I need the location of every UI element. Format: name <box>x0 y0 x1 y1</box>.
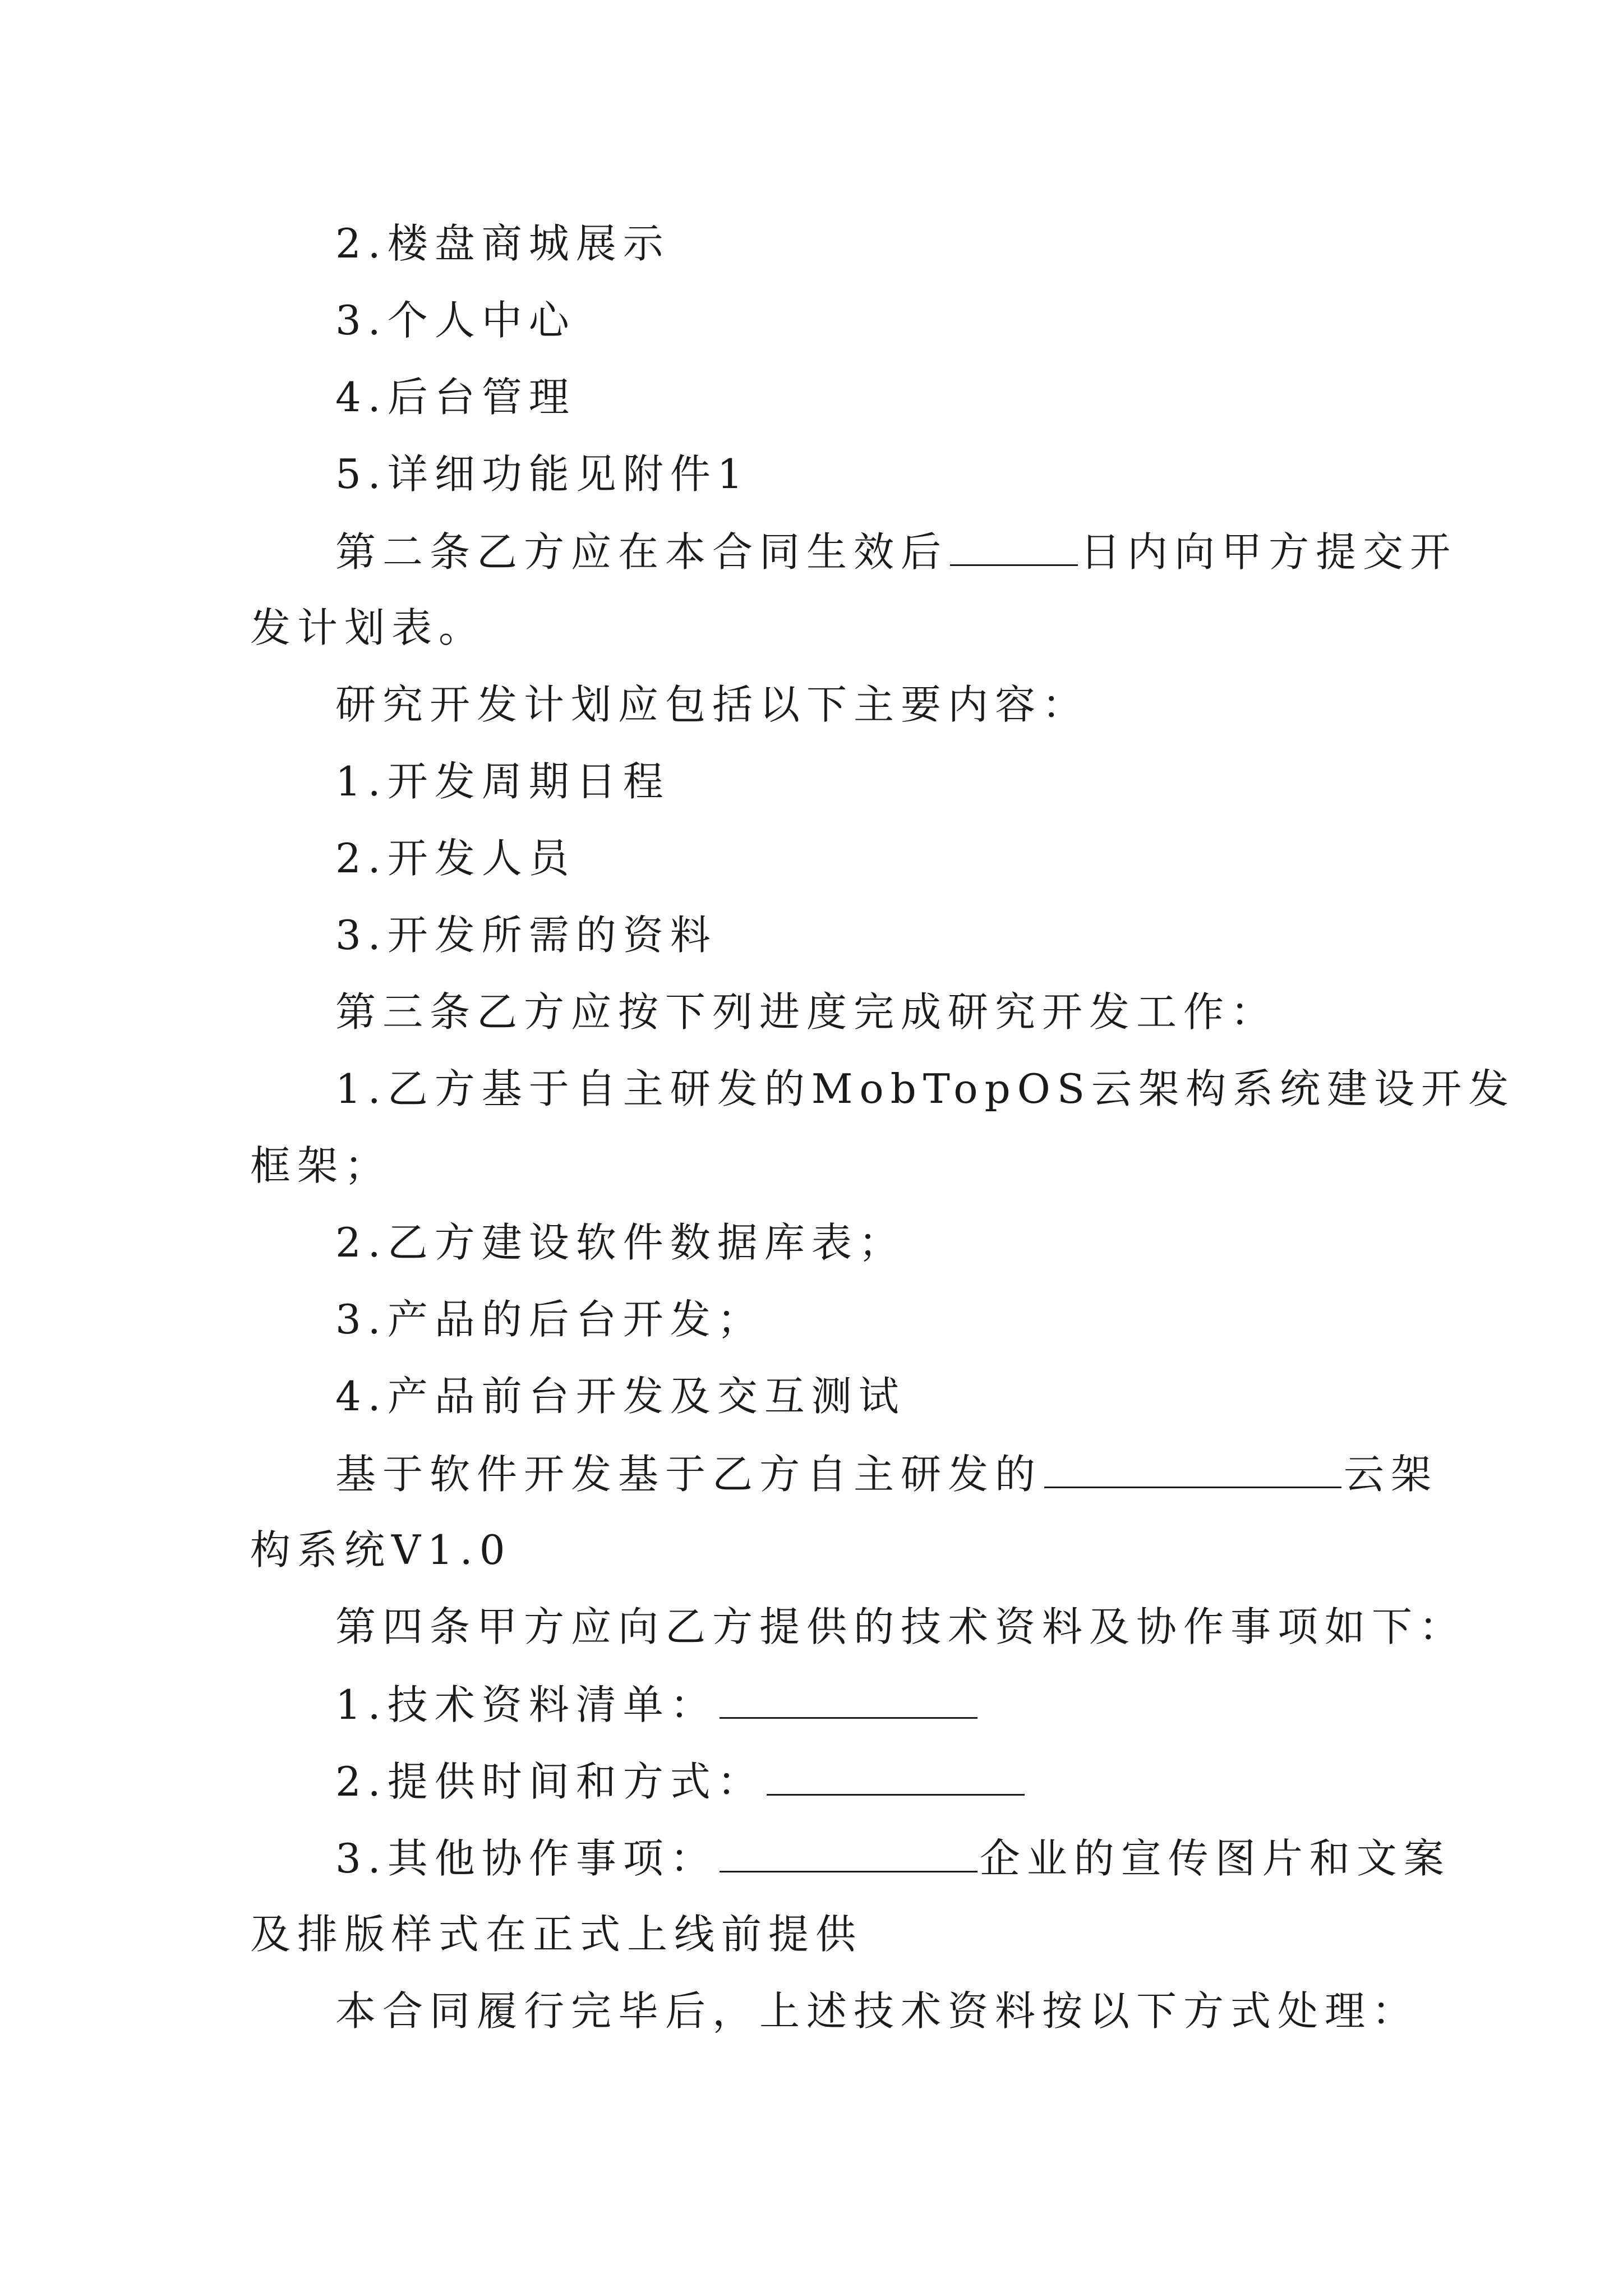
list-item-mall-display: 2.楼盘商城展示 <box>335 220 670 267</box>
list-item-backend-dev: 3.产品的后台开发； <box>335 1296 764 1343</box>
list-item-framework-line-2: 框架； <box>250 1142 392 1189</box>
list-item-other-matters-line-1 <box>335 1835 1451 1882</box>
system-basis-line-2: 构系统V1.0 <box>250 1526 512 1573</box>
other-matters-blank <box>720 1837 978 1872</box>
list-item-materials: 3.开发所需的资料 <box>335 912 717 959</box>
list-item-personal-center: 3.个人中心 <box>335 297 576 344</box>
article-three-heading: 第三条乙方应按下列进度完成研究开发工作： <box>335 988 1278 1036</box>
article-four-heading: 第四条甲方应向乙方提供的技术资料及协作事项如下： <box>335 1603 1467 1650</box>
system-basis-text-after-blank: 云架 <box>1344 1451 1438 1498</box>
article-two-text-before-blank: 第二条乙方应在本合同生效后 <box>335 528 948 576</box>
list-item-schedule: 1.开发周期日程 <box>335 758 670 805</box>
list-item-personnel: 2.开发人员 <box>335 835 576 882</box>
list-item-other-matters-line-2: 及排版样式在正式上线前提供 <box>250 1911 863 1958</box>
list-item-tech-materials <box>335 1681 980 1728</box>
time-method-label: 2.提供时间和方式： <box>335 1758 764 1805</box>
article-two-text-after-blank: 日内向甲方提交开 <box>1080 528 1458 576</box>
list-item-frontend-dev: 4.产品前台开发及交互测试 <box>335 1373 906 1420</box>
tech-materials-label: 1.技术资料清单： <box>335 1681 717 1728</box>
system-basis-line-1 <box>335 1451 1438 1498</box>
plan-contents-heading: 研究开发计划应包括以下主要内容： <box>335 681 1090 728</box>
list-item-database: 2.乙方建设软件数据库表； <box>335 1219 906 1266</box>
list-item-time-method <box>335 1758 1027 1805</box>
list-item-framework-line-1: 1.乙方基于自主研发的MobTopOS云架构系统建设开发 <box>335 1065 1516 1112</box>
system-name-blank <box>1044 1453 1341 1488</box>
post-contract-handling: 本合同履行完毕后，上述技术资料按以下方式处理： <box>335 1987 1419 2035</box>
system-basis-text-before-blank: 基于软件开发基于乙方自主研发的 <box>335 1451 1043 1498</box>
other-matters-text: 企业的宣传图片和文案 <box>979 1835 1451 1882</box>
list-item-feature-details: 5.详细功能见附件1 <box>335 450 750 498</box>
other-matters-label: 3.其他协作事项： <box>335 1835 717 1882</box>
days-blank <box>950 531 1078 566</box>
article-two-line-2: 发计划表。 <box>250 604 486 651</box>
article-two-line-1 <box>335 528 1458 576</box>
list-item-backend-management: 4.后台管理 <box>335 374 576 421</box>
time-method-blank <box>767 1760 1025 1796</box>
tech-materials-blank <box>720 1683 978 1719</box>
